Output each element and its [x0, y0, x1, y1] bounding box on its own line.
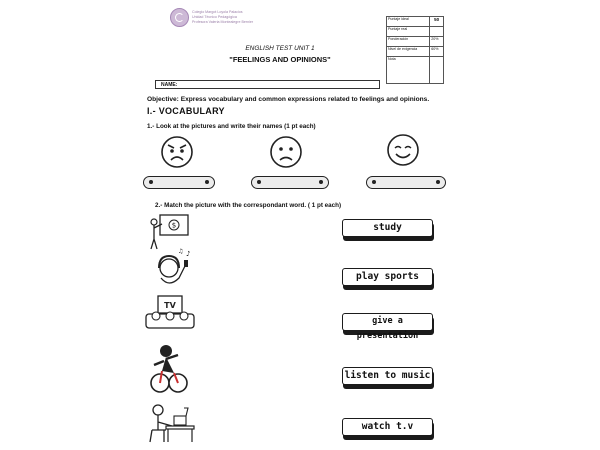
word-card-listen-to-music[interactable] — [342, 367, 435, 389]
svg-text:TV: TV — [164, 301, 176, 310]
answer-field-happy[interactable] — [366, 176, 446, 189]
word-card-label: watch t.v — [342, 418, 433, 436]
demand-label: Nivel de exigencia — [387, 47, 430, 57]
playing-sports-person-icon — [148, 343, 192, 393]
school-name: Colegio Margot Loyola Palacios — [192, 10, 243, 14]
word-card-label: play sports — [342, 268, 433, 286]
objective-text: Objective: Express vocabulary and common expressions related to feelings and opinions. — [147, 96, 430, 103]
word-card-label: listen to music — [342, 367, 433, 385]
score-table — [386, 16, 444, 84]
listening-music-person-icon — [152, 248, 196, 288]
name-label: NAME: — [161, 82, 178, 88]
test-subtitle: "FEELINGS AND OPINIONS" — [229, 55, 331, 64]
grade-value[interactable] — [430, 57, 444, 84]
word-card-study[interactable] — [342, 219, 435, 241]
answer-field-angry[interactable] — [143, 176, 215, 189]
word-card-give-a-presentation[interactable] — [342, 313, 435, 341]
word-card-label: study — [342, 219, 433, 237]
ideal-score-label: Puntaje ideal — [387, 17, 430, 27]
angry-face-icon — [160, 135, 194, 169]
section-title: I.- VOCABULARY — [147, 106, 225, 116]
svg-text:♫: ♫ — [178, 248, 184, 255]
question-1-prompt: 1.- Look at the pictures and write their names (1 pt each) — [147, 123, 316, 130]
word-card-label: give a presentation — [342, 313, 433, 331]
svg-text:$: $ — [171, 221, 177, 230]
school-unit: Unidad Técnico Pedagógica — [192, 15, 237, 19]
studying-person-icon — [148, 402, 196, 444]
sad-face-icon — [269, 135, 303, 169]
happy-face-icon — [386, 133, 420, 167]
real-score-label: Puntaje real — [387, 27, 430, 37]
presentation-person-icon — [148, 213, 190, 251]
test-title: ENGLISH TEST UNIT 1 — [245, 45, 315, 52]
real-score-value[interactable] — [430, 27, 444, 37]
ideal-score-value: 50 — [430, 17, 444, 27]
question-2-prompt: 2.- Match the picture with the correspondant word. ( 1 pt each) — [155, 202, 342, 209]
weight-value: 20% — [430, 37, 444, 47]
school-logo-icon — [170, 8, 189, 27]
grade-label: Nota — [387, 57, 430, 84]
weight-label: Ponderación — [387, 37, 430, 47]
answer-field-sad[interactable] — [251, 176, 329, 189]
watching-tv-people-icon — [144, 294, 196, 332]
svg-text:♪: ♪ — [186, 250, 191, 258]
word-card-play-sports[interactable] — [342, 268, 435, 290]
name-field[interactable] — [155, 80, 380, 89]
demand-value: 60% — [430, 47, 444, 57]
word-card-watch-tv[interactable] — [342, 418, 435, 440]
school-teacher: Profesora Valeria Montealegre Bernier — [192, 20, 254, 24]
